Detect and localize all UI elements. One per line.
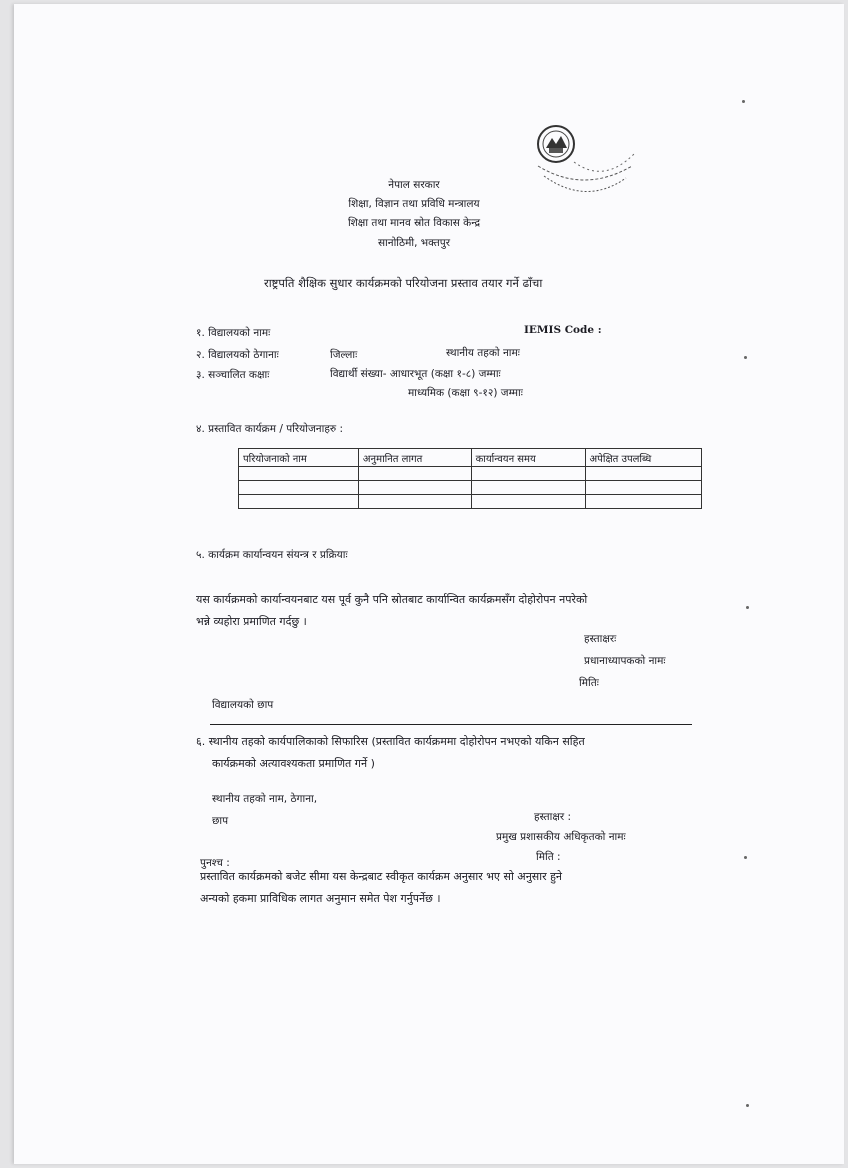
header-line-ministry: शिक्षा, विज्ञान तथा प्रविधि मन्त्रालय bbox=[348, 198, 480, 210]
declaration-line1: यस कार्यक्रमको कार्यान्वयनबाट यस पूर्व कुनै पनि स्रोतबाट कार्यान्वित कार्यक्रमसँग दोहोरोपन नपरेको bbox=[196, 593, 588, 606]
column-header: अपेक्षित उपलब्धि bbox=[585, 449, 701, 467]
scan-speck bbox=[742, 100, 745, 103]
principal-date-label: मितिः bbox=[579, 677, 599, 689]
divider bbox=[210, 724, 692, 725]
school-address-label: २. विद्यालयको ठेगानाः bbox=[196, 349, 279, 361]
school-name-label: १. विद्यालयको नामः bbox=[196, 327, 271, 339]
school-stamp-label: विद्यालयको छाप bbox=[212, 699, 274, 711]
column-header: कार्यान्वयन समय bbox=[471, 449, 585, 467]
table-row bbox=[239, 467, 702, 481]
header-line-government: नेपाल सरकार bbox=[388, 179, 440, 191]
government-seal bbox=[494, 114, 644, 214]
cao-name-label: प्रमुख प्रशासकीय अधिकृतको नामः bbox=[496, 831, 626, 843]
note-label: पुनश्च : bbox=[200, 857, 230, 869]
section6-line2: कार्यक्रमको अत्यावश्यकता प्रमाणित गर्ने ) bbox=[212, 757, 375, 770]
column-header: परियोजनाको नाम bbox=[239, 449, 359, 467]
header-line-centre: शिक्षा तथा मानव स्रोत विकास केन्द्र bbox=[347, 217, 481, 229]
section6-line1: ६. स्थानीय तहको कार्यपालिकाको सिफारिस (प्रस्तावित कार्यक्रममा दोहोरोपन नभएको यकिन सहित bbox=[196, 735, 585, 748]
table-cell bbox=[585, 467, 701, 481]
document-page bbox=[14, 4, 844, 1164]
table-cell bbox=[358, 495, 471, 509]
note-line1: प्रस्तावित कार्यक्रमको बजेट सीमा यस केन्द्रबाट स्वीकृत कार्यक्रम अनुसार भए सो अनुसार हुने bbox=[200, 870, 563, 883]
table-cell bbox=[239, 481, 359, 495]
local-level-label: स्थानीय तहको नामः bbox=[446, 347, 520, 359]
table-row bbox=[239, 495, 702, 509]
district-label: जिल्लाः bbox=[330, 349, 358, 361]
table-cell bbox=[471, 481, 585, 495]
section5-heading: ५. कार्यक्रम कार्यान्वयन संयन्त्र र प्रक्रियाः bbox=[196, 549, 348, 561]
table-cell bbox=[358, 481, 471, 495]
table-cell bbox=[358, 467, 471, 481]
table-header-row bbox=[239, 449, 702, 467]
section4-heading: ४. प्रस्तावित कार्यक्रम / परियोजनाहरु : bbox=[196, 423, 344, 435]
principal-name-label: प्रधानाध्यापकको नामः bbox=[584, 655, 666, 667]
students-secondary-label: माध्यमिक (कक्षा ९-१२) जम्माः bbox=[408, 387, 523, 399]
cao-date-label: मिति : bbox=[536, 851, 561, 863]
projects-table bbox=[238, 448, 702, 509]
table-cell bbox=[585, 495, 701, 509]
local-stamp-label: छाप bbox=[212, 815, 229, 827]
iemis-code-label: IEMIS Code : bbox=[524, 324, 602, 336]
header-line-address: सानोठिमी, भक्तपुर bbox=[377, 237, 451, 249]
table-cell bbox=[471, 467, 585, 481]
scan-speck bbox=[746, 1104, 749, 1107]
table-cell bbox=[239, 467, 359, 481]
emblem-icon bbox=[494, 114, 644, 214]
principal-signature-label: हस्ताक्षरः bbox=[584, 633, 617, 645]
local-name-address-label: स्थानीय तहको नाम, ठेगाना, bbox=[212, 793, 318, 805]
declaration-line2: भन्ने व्यहोरा प्रमाणित गर्दछु । bbox=[196, 615, 307, 628]
table-row bbox=[239, 481, 702, 495]
scan-speck bbox=[744, 356, 747, 359]
scan-speck bbox=[744, 856, 747, 859]
table-cell bbox=[239, 495, 359, 509]
students-basic-label: विद्यार्थी संख्या- आधारभूत (कक्षा १-८) जम्माः bbox=[330, 368, 501, 380]
scan-speck bbox=[746, 606, 749, 609]
table-cell bbox=[471, 495, 585, 509]
note-line2: अन्यको हकमा प्राविधिक लागत अनुमान समेत पेश गर्नुपर्नेछ । bbox=[200, 892, 441, 905]
cao-signature-label: हस्ताक्षर : bbox=[534, 811, 572, 823]
classes-label: ३. सञ्चालित कक्षाः bbox=[196, 369, 270, 381]
form-title: राष्ट्रपति शैक्षिक सुधार कार्यक्रमको परियोजना प्रस्ताव तयार गर्ने ढाँचा bbox=[264, 276, 543, 290]
column-header: अनुमानित लागत bbox=[358, 449, 471, 467]
table-cell bbox=[585, 481, 701, 495]
